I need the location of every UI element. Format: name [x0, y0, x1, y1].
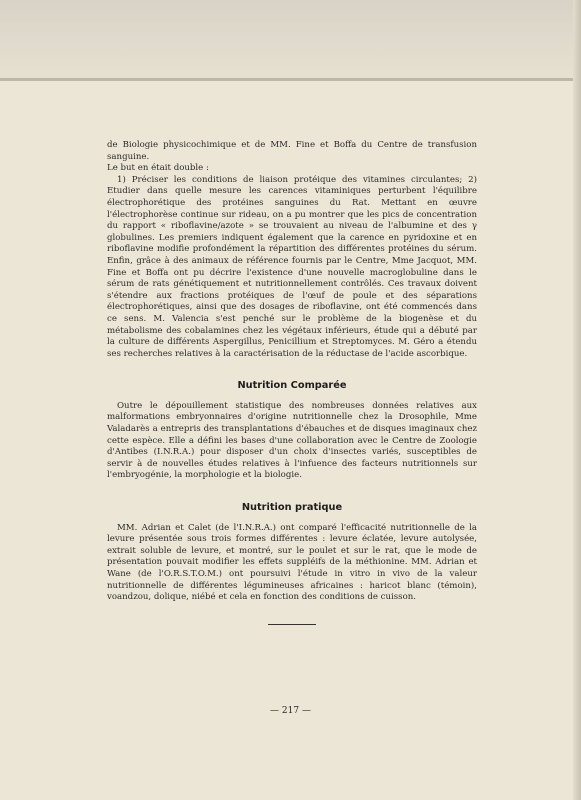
paragraph-nutrition-comparee: Outre le dépouillement statistique des nombreuses données relatives aux malformations embryonnaires d'origine nutritionnelle chez la Drosophile, Mme Valadarès a entrepris des transplantations d'ébauches et de disques imaginaux chez cette espèce. Elle a défini les bases d'une collaboration avec le Centre de Zoologie d'Antibes (I.N.R.A.) pour disposer d'un choix d'insectes variés, susceptibles de servir à de nouvelles études relatives à l'infuence des facteurs nutritionnels sur l'embryogénie, la morphologie et la biologie.: [107, 400, 477, 481]
section-title-nutrition-comparee: Nutrition Comparée: [237, 380, 347, 392]
page-number: — 217 —: [270, 706, 311, 716]
page-right-edge: [573, 0, 581, 800]
page-fold-shadow: [0, 78, 581, 81]
section-title-nutrition-pratique: Nutrition pratique: [241, 502, 343, 514]
body-text: [107, 140, 477, 625]
paragraph-objectives: 1) Préciser les conditions de liaison protéique des vitamines circulantes; 2) Etudier dans quelle mesure les carences vitaminiques perturbent l'équilibre électrophorétique des protéines sanguines du Rat. Mettant en œuvre l'électrophorèse continue sur rideau, on a pu montrer que les pics de concentration du rapport « riboflavine/azote » se trouvaient au niveau de l'albumine et des γ globulines. Les premiers indiquent également que la carence en pyridoxine et en riboflavine modifie profondément la répartition des différentes protéines du sérum. Enfin, grâce à des animaux de référence fournis par le Centre, Mme Jacquot, MM. Fine et Boffa ont pu décrire l'existence d'une nouvelle macroglobuline dans le sérum de rats génétiquement et nutritionnellement contrôlés. Ces travaux doivent s'étendre aux fractions protéiques de l'œuf de poule et des séparations électrophorétiques, ainsi que des dosages de riboflavine, ont été commencés dans ce sens. M. Valencia s'est penché sur le problème de la biogenèse et du métabolisme des cobalamines chez les végétaux inférieurs, étude qui a débuté par la culture de différents Aspergillus, Penicillium et Streptomyces. M. Géro a étendu ses recherches relatives à la caractérisation de la réductase de l'acide ascorbique.: [107, 174, 477, 359]
end-rule: [268, 624, 316, 625]
intro-line-2: Le but en était double :: [107, 163, 209, 174]
paragraph-nutrition-pratique: MM. Adrian et Calet (de l'I.N.R.A.) ont comparé l'efficacité nutritionnelle de la levure présentée sous trois formes différentes : levure éclatée, levure autolysée, extrait soluble de levure, et montré, sur le poulet et sur le rat, que le mode de présentation pouvait modifier les effets suppléifs de la méthionine. MM. Adrian et Wane (de l'O.R.S.T.O.M.) ont poursuivi l'étude in vitro in vivo de la valeur nutritionnelle de différentes légumineuses africaines : haricot blanc (témoin), voandzou, dolique, niébé et cela en fonction des conditions de cuisson.: [107, 522, 477, 603]
page-top-margin: [0, 0, 581, 80]
intro-line-1: de Biologie physicochimique et de MM. Fine et Boffa du Centre de transfusion sanguine.: [107, 140, 477, 162]
